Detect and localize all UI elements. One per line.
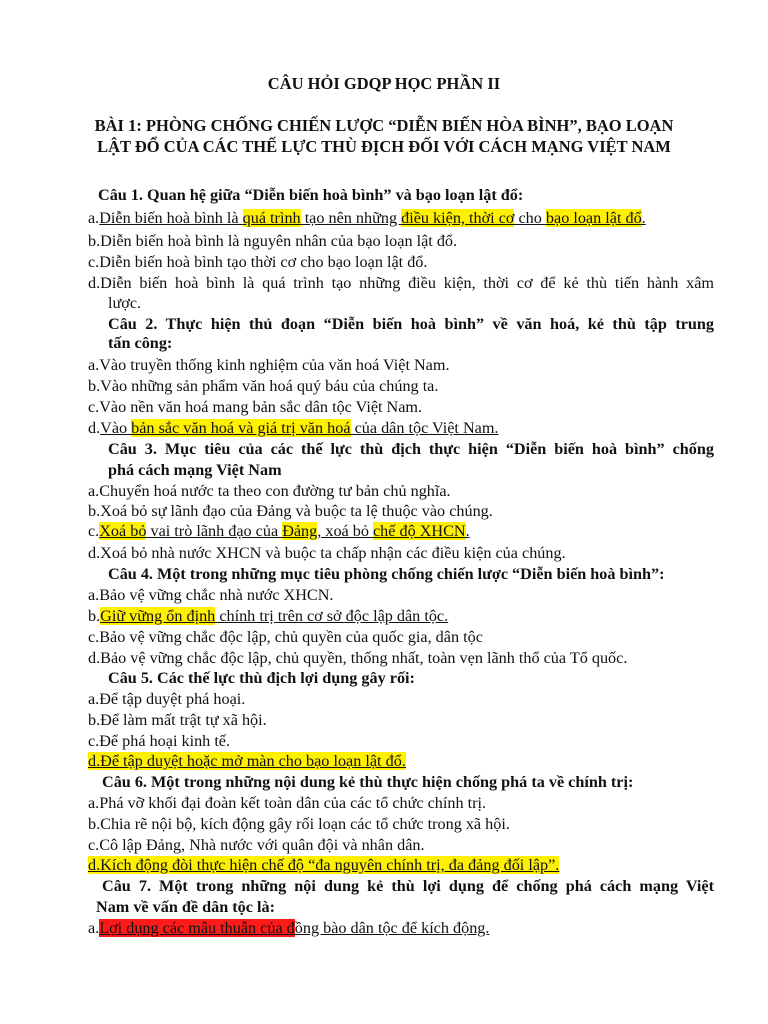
highlight: bản sắc văn hoá và giá trị văn hoá: [131, 419, 351, 437]
document-title: CÂU HỎI GDQP HỌC PHẦN II: [267, 74, 501, 93]
q3-option-d: d.Xoá bỏ nhà nước XHCN và buộc ta chấp nhận các điều kiện của chúng.: [88, 544, 566, 562]
highlight: Đảng: [282, 522, 318, 540]
highlight: quá trình: [242, 209, 301, 227]
q4-option-a: a.Bảo vệ vững chắc nhà nước XHCN.: [88, 586, 334, 604]
q6-option-d: [88, 856, 559, 875]
answer-highlight: d.Để tập duyệt hoặc mở màn cho bạo loạn lật đổ.: [88, 752, 406, 770]
q4-option-d: d.Bảo vệ vững chắc độc lập, chủ quyền, thống nhất, toàn vẹn lãnh thổ của Tổ quốc.: [88, 649, 628, 667]
q1-option-b: b.Diễn biến hoà bình là nguyên nhân của bạo loạn lật đổ.: [88, 232, 458, 250]
question-2: Câu 2. Thực hiện thủ đoạn “Diễn biến hoà bình” về văn hoá, kẻ thù tập trung: [108, 315, 714, 333]
answer-underline: Giữ vững ổn định chính trị trên cơ sở độc lập dân tộc.: [100, 607, 449, 625]
q1-option-d: d.Diễn biến hoà bình là quá trình tạo những điều kiện, thời cơ để kẻ thù tiến hành xâm: [88, 274, 714, 292]
highlight-red: Lợi dụng các mâu thuẫn của đ: [99, 919, 295, 937]
q1-option-a: a.Diễn biến hoà bình là quá trình tạo nên những điều kiện, thời cơ cho bạo loạn lật đổ.: [88, 209, 646, 227]
answer-underline: Vào bản sắc văn hoá và giá trị văn hoá của dân tộc Việt Nam.: [100, 419, 499, 437]
question-6: Câu 6. Một trong những nội dung kẻ thù thực hiện chống phá ta về chính trị:: [102, 773, 634, 791]
q1-option-c: c.Diễn biến hoà bình tạo thời cơ cho bạo loạn lật đổ.: [88, 253, 428, 271]
highlight: chế độ XHCN: [373, 522, 466, 540]
lesson-title-line1: BÀI 1: PHÒNG CHỐNG CHIẾN LƯỢC “DIỄN BIẾN HÒA BÌNH”, BẠO LOẠN: [94, 116, 674, 135]
answer-underline: Lợi dụng các mâu thuẫn của đồng bào dân tộc để kích động.: [99, 919, 490, 937]
q5-option-d: [88, 752, 406, 771]
q7-option-a: a.Lợi dụng các mâu thuẫn của đồng bào dân tộc để kích động.: [88, 919, 490, 937]
answer-underline: Xoá bỏ vai trò lãnh đạo của Đảng, xoá bỏ chế độ XHCN.: [99, 522, 470, 540]
question-7: Câu 7. Một trong những nội dung kẻ thù lợi dụng để chống phá cách mạng Việt: [102, 877, 714, 895]
q4-option-c: c.Bảo vệ vững chắc độc lập, chủ quyền của quốc gia, dân tộc: [88, 628, 483, 646]
q2-option-c: c.Vào nền văn hoá mang bản sắc dân tộc Việt Nam.: [88, 398, 423, 416]
q6-option-c: c.Cô lập Đảng, Nhà nước với quân đội và nhân dân.: [88, 836, 425, 854]
q1-option-d-cont: lược.: [108, 294, 142, 312]
q5-option-a: a.Để tập duyệt phá hoại.: [88, 690, 246, 708]
q3-option-c: c.Xoá bỏ vai trò lãnh đạo của Đảng, xoá bỏ chế độ XHCN.: [88, 522, 470, 540]
answer-underline: Diễn biến hoà bình là quá trình tạo nên những điều kiện, thời cơ cho bạo loạn lật đổ.: [99, 209, 646, 227]
q2-option-a: a.Vào truyền thống kinh nghiệm của văn hoá Việt Nam.: [88, 356, 450, 374]
question-3-cont: phá cách mạng Việt Nam: [108, 461, 282, 479]
q3-option-a: a.Chuyển hoá nước ta theo con đường tư bản chủ nghĩa.: [88, 482, 451, 500]
q4-option-b: b.Giữ vững ổn định chính trị trên cơ sở độc lập dân tộc.: [88, 607, 449, 625]
highlight: Xoá bỏ: [99, 522, 147, 540]
q3-option-b: b.Xoá bỏ sự lãnh đạo của Đảng và buộc ta lệ thuộc vào chúng.: [88, 502, 493, 520]
highlight: điều kiện, thời cơ: [401, 209, 515, 227]
q5-option-b: b.Để làm mất trật tự xã hội.: [88, 711, 267, 729]
question-1: Câu 1. Quan hệ giữa “Diễn biến hoà bình” và bạo loạn lật đổ:: [98, 186, 524, 204]
question-7-cont: Nam về vấn đề dân tộc là:: [96, 898, 275, 916]
answer-highlight: d.Kích động đòi thực hiện chế độ “đa nguyên chính trị, đa đảng đối lập”.: [88, 856, 560, 874]
q6-option-a: a.Phá vỡ khối đại đoàn kết toàn dân của các tổ chức chính trị.: [88, 794, 487, 812]
highlight: Giữ vững ổn định: [100, 607, 216, 625]
highlight: bạo loạn lật đổ: [545, 209, 642, 227]
q2-option-b: b.Vào những sản phẩm văn hoá quý báu của chúng ta.: [88, 377, 439, 395]
lesson-title-line2: LẬT ĐỔ CỦA CÁC THẾ LỰC THÙ ĐỊCH ĐỐI VỚI CÁCH MẠNG VIỆT NAM: [97, 137, 671, 156]
question-5: Câu 5. Các thế lực thù địch lợi dụng gây rối:: [108, 669, 415, 687]
q5-option-c: c.Để phá hoại kinh tế.: [88, 732, 231, 750]
q2-option-d: d.Vào bản sắc văn hoá và giá trị văn hoá của dân tộc Việt Nam.: [88, 419, 499, 437]
q6-option-b: b.Chia rẽ nội bộ, kích động gây rối loạn các tổ chức trong xã hội.: [88, 815, 510, 833]
question-2-cont: tấn công:: [108, 334, 173, 352]
question-3: Câu 3. Mục tiêu của các thế lực thù địch thực hiện “Diễn biến hoà bình” chống: [108, 440, 714, 458]
question-4: Câu 4. Một trong những mục tiêu phòng chống chiến lược “Diễn biến hoà bình”:: [108, 565, 665, 583]
